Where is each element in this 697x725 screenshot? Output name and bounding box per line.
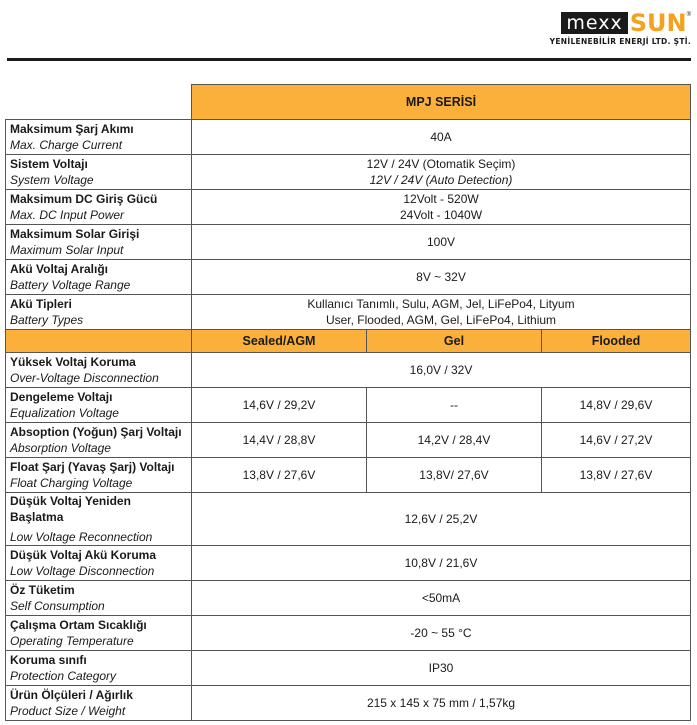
row-label-equalization-voltage: Dengeleme Voltajı Equalization Voltage <box>6 387 192 422</box>
value-battery-types: Kullanıcı Tanımlı, Sulu, AGM, Jel, LiFePo4, Lityum User, Flooded, AGM, Gel, LiFePo4, Lithium <box>192 294 691 329</box>
column-header-sealed-agm: Sealed/AGM <box>192 329 367 352</box>
value-equalization-flooded: 14,8V / 29,6V <box>542 387 691 422</box>
value-low-voltage-disconnection: 10,8V / 21,6V <box>192 545 691 580</box>
value-max-charge-current: 40A <box>192 119 691 154</box>
row-label-low-voltage-disconnection: Düşük Voltaj Akü Koruma Low Voltage Disconnection <box>6 545 192 580</box>
value-system-voltage: 12V / 24V (Otomatik Seçim) 12V / 24V (Auto Detection) <box>192 154 691 189</box>
row-label-protection-category: Koruma sınıfı Protection Category <box>6 650 192 685</box>
spec-table <box>5 84 691 721</box>
value-low-voltage-reconnection: 12,6V / 25,2V <box>192 492 691 545</box>
row-label-battery-types: Akü Tipleri Battery Types <box>6 294 192 329</box>
row-label-max-charge-current: Maksimum Şarj Akımı Max. Charge Current <box>6 119 192 154</box>
row-label-float-charging-voltage: Float Şarj (Yavaş Şarj) Voltajı Float Charging Voltage <box>6 457 192 492</box>
page-header <box>0 0 697 62</box>
value-equalization-sealed-agm: 14,6V / 29,2V <box>192 387 367 422</box>
row-label-low-voltage-reconnection: Düşük Voltaj Yeniden Başlatma Low Voltage Reconnection <box>6 492 192 545</box>
value-float-gel: 13,8V/ 27,6V <box>367 457 542 492</box>
logo-registered-mark: ® <box>686 12 691 18</box>
logo-brand-right: SUN <box>629 9 687 37</box>
value-battery-voltage-range: 8V ~ 32V <box>192 259 691 294</box>
logo-subtitle: YENİLENEBİLİR ENERJİ LTD. ŞTİ. <box>549 37 691 46</box>
value-float-sealed-agm: 13,8V / 27,6V <box>192 457 367 492</box>
value-max-solar-input: 100V <box>192 224 691 259</box>
row-label-battery-voltage-range: Akü Voltaj Aralığı Battery Voltage Range <box>6 259 192 294</box>
column-header-flooded: Flooded <box>542 329 691 352</box>
value-product-size-weight: 215 x 145 x 75 mm / 1,57kg <box>192 685 691 720</box>
value-absorption-flooded: 14,6V / 27,2V <box>542 422 691 457</box>
logo-brand-left: mexx <box>561 12 627 34</box>
row-label-product-size-weight: Ürün Ölçüleri / Ağırlık Product Size / Weight <box>6 685 192 720</box>
value-max-dc-input-power: 12Volt - 520W 24Volt - 1040W <box>192 189 691 224</box>
company-logo <box>549 9 691 46</box>
table-corner-blank <box>6 85 192 120</box>
value-absorption-sealed-agm: 14,4V / 28,8V <box>192 422 367 457</box>
row-label-max-dc-input-power: Maksimum DC Giriş Gücü Max. DC Input Power <box>6 189 192 224</box>
row-label-system-voltage: Sistem Voltajı System Voltage <box>6 154 192 189</box>
column-header-gel: Gel <box>367 329 542 352</box>
row-label-max-solar-input: Maksimum Solar Girişi Maximum Solar Input <box>6 224 192 259</box>
header-divider <box>7 58 691 61</box>
value-self-consumption: <50mA <box>192 580 691 615</box>
value-absorption-gel: 14,2V / 28,4V <box>367 422 542 457</box>
value-over-voltage-disconnection: 16,0V / 32V <box>192 352 691 387</box>
row-label-absorption-voltage: Absoption (Yoğun) Şarj Voltajı Absorption Voltage <box>6 422 192 457</box>
series-header: MPJ SERİSİ <box>192 85 691 120</box>
row-label-self-consumption: Öz Tüketim Self Consumption <box>6 580 192 615</box>
value-operating-temperature: -20 ~ 55 °C <box>192 615 691 650</box>
value-float-flooded: 13,8V / 27,6V <box>542 457 691 492</box>
value-equalization-gel: -- <box>367 387 542 422</box>
row-label-operating-temperature: Çalışma Ortam Sıcaklığı Operating Temperature <box>6 615 192 650</box>
row-label-over-voltage-disconnection: Yüksek Voltaj Koruma Over-Voltage Disconnection <box>6 352 192 387</box>
battery-columns-header-blank <box>6 329 192 352</box>
value-protection-category: IP30 <box>192 650 691 685</box>
